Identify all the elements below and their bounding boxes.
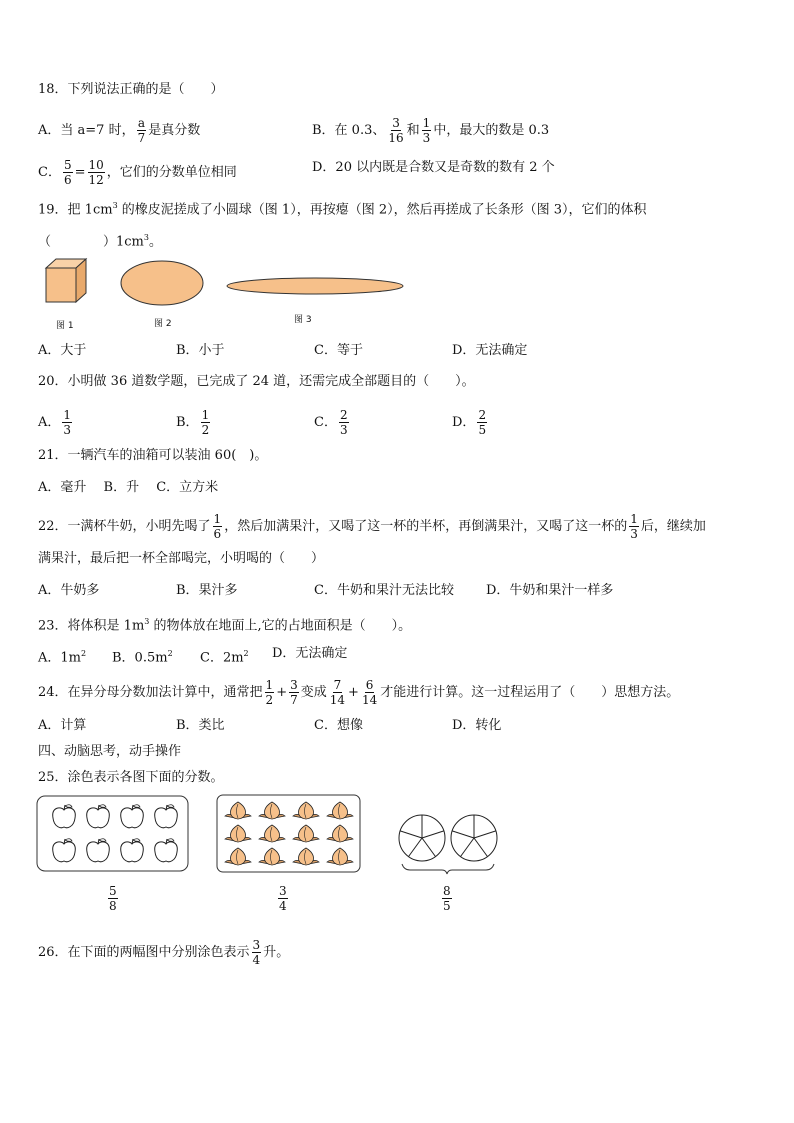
q24-option-a: A．计算 xyxy=(38,718,87,733)
q25-stem: 25．涂色表示各图下面的分数。 xyxy=(38,770,224,785)
q19-option-c: C．等于 xyxy=(314,343,363,358)
q19-option-d: D．无法确定 xyxy=(452,343,528,358)
q19-option-b: B．小于 xyxy=(176,343,225,358)
fig2-label: 图 2 xyxy=(154,319,172,329)
pie-circle xyxy=(399,815,445,861)
q25-frac-2: $\frac{3}{4}$ xyxy=(279,884,287,913)
pie-circles xyxy=(396,814,500,874)
apples-box xyxy=(36,795,190,873)
fig3-label: 图 3 xyxy=(294,315,312,325)
q24-option-c: C．想像 xyxy=(314,718,363,733)
q21-options: A．毫升 B．升 C．立方米 xyxy=(38,480,219,495)
apple-icon xyxy=(155,839,178,862)
q18-option-c: C． $\frac{5}{6}$ = $\frac{10}{12}$ ，它们的分数单位相同 xyxy=(38,158,237,187)
section-heading: 四、动脑思考，动手操作 xyxy=(38,744,182,759)
q24-option-d: D．转化 xyxy=(452,718,502,733)
q23-option-c: C．$2m^2$ xyxy=(200,649,249,666)
apple-icon xyxy=(121,839,144,862)
q22-option-a: A．牛奶多 xyxy=(38,583,100,598)
q19-stem-line1: 19．把 $1cm^3$ 的橡皮泥搓成了小圆球（图 1），再按瘪（图 2），然后再搓成了长条形（图 3），它们的体积 xyxy=(38,201,647,218)
q25-frac-3: $\frac{8}{5}$ xyxy=(443,884,451,913)
q24-stem: 24．在异分母分数加法计算中，通常把 $\frac{1}{2}$ + $\frac{3}{7}$ 变成 $\frac{7}{14}$ + $\frac{6}{14}$ 才能进行计算。这一过程运用了（ ）思想方法。 xyxy=(38,678,680,707)
q22-option-d: D．牛奶和果汁一样多 xyxy=(486,583,614,598)
q18-stem: 18．下列说法正确的是（ ） xyxy=(38,82,224,97)
apple-icon xyxy=(87,805,110,828)
apple-icon xyxy=(87,839,110,862)
q22-stem-line2: 满果汁，最后把一杯全部喝完，小明喝的（ ） xyxy=(38,551,325,566)
q18-option-d: D．20 以内既是合数又是奇数的数有 2 个 xyxy=(312,160,555,175)
q22-stem-line1: 22．一满杯牛奶，小明先喝了 $\frac{1}{6}$ ，然后加满果汁，又喝了这一杯的半杯，再倒满果汁，又喝了这一杯的 $\frac{1}{3}$ 后，继续加 xyxy=(38,512,706,541)
q19-stem-line2: （ ）$1cm^3$。 xyxy=(38,233,162,250)
q20-stem: 20．小明做 36 道数学题，已完成了 24 道，还需完成全部题目的（ ）。 xyxy=(38,374,475,389)
peaches-box xyxy=(216,794,362,874)
fig1-label: 图 1 xyxy=(56,321,74,331)
cube-figure xyxy=(40,256,100,306)
q18-option-b: B．在 0.3、 $\frac{3}{16}$ 和 $\frac{1}{3}$ 中，最大的数是 0.3 xyxy=(312,116,550,145)
apple-icon xyxy=(155,805,178,828)
q23-option-b: B．$0.5m^2$ xyxy=(112,649,173,666)
q22-option-c: C．牛奶和果汁无法比较 xyxy=(314,583,454,598)
flattened-ball-figure xyxy=(120,260,206,308)
q21-stem: 21．一辆汽车的油箱可以装油 60( )。 xyxy=(38,448,268,463)
long-strip-figure xyxy=(226,276,406,296)
q26-stem: 26．在下面的两幅图中分别涂色表示 $\frac{3}{4}$ 升。 xyxy=(38,938,290,967)
q20-option-c: C． $\frac{2}{3}$ xyxy=(314,408,348,437)
q24-option-b: B．类比 xyxy=(176,718,225,733)
q20-option-b: B． $\frac{1}{2}$ xyxy=(176,408,210,437)
apple-icon xyxy=(53,839,76,862)
q19-option-a: A．大于 xyxy=(38,343,87,358)
q23-stem: 23．将体积是 $1m^3$ 的物体放在地面上,它的占地面积是（ ）。 xyxy=(38,617,412,634)
pie-circle xyxy=(451,815,497,861)
q23-option-a: A．$1m^2$ xyxy=(38,649,87,666)
q20-option-d: D． $\frac{2}{5}$ xyxy=(452,408,487,437)
q22-option-b: B．果汁多 xyxy=(176,583,238,598)
apple-icon xyxy=(53,805,76,828)
q25-frac-1: $\frac{5}{8}$ xyxy=(109,884,117,913)
q23-option-d: D．无法确定 xyxy=(272,646,348,661)
q18-option-a: A．当 a=7 时， $\frac{a}{7}$ 是真分数 xyxy=(38,116,201,145)
apple-icon xyxy=(121,805,144,828)
q20-option-a: A． $\frac{1}{3}$ xyxy=(38,408,72,437)
